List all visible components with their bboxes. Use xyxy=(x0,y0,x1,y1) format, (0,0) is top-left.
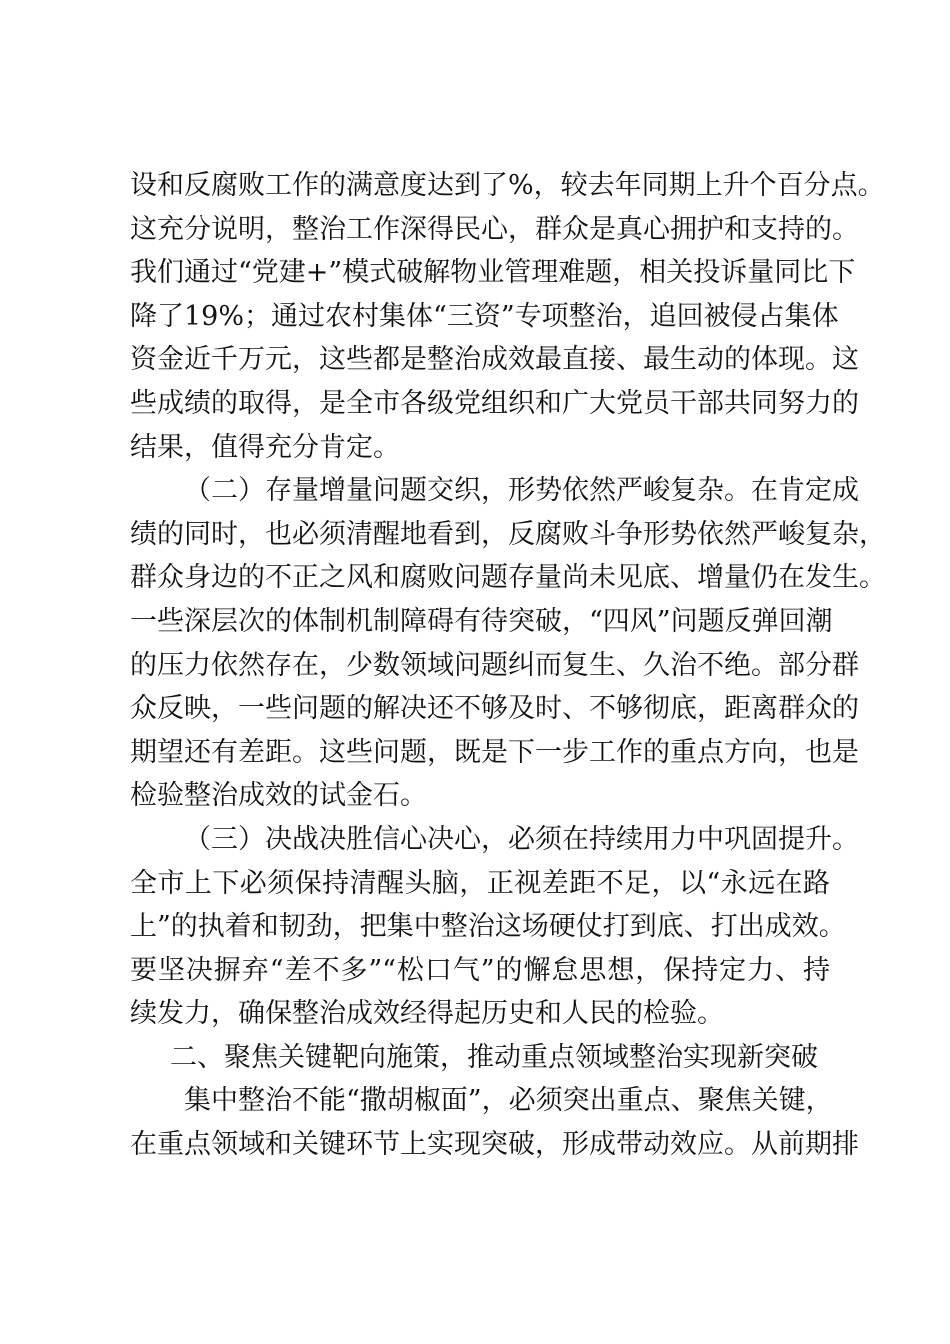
document-body xyxy=(130,164,886,1167)
text-line: 检验整治成效的试金石。 xyxy=(130,780,427,812)
text-line: 的压力依然存在，少数领域问题纠而复生、久治不绝。部分群 xyxy=(130,649,859,681)
section-heading-two xyxy=(130,1036,830,1080)
text-line: （三）决战决胜信心决心，必须在持续用力中巩固提升。 xyxy=(184,823,859,855)
text-line: 结果，值得充分肯定。 xyxy=(130,431,400,463)
paragraph-section-two xyxy=(130,469,886,818)
text-line: 这充分说明，整治工作深得民心，群众是真心拥护和支持的。 xyxy=(130,213,859,245)
text-line: 期望还有差距。这些问题，既是下一步工作的重点方向，也是 xyxy=(130,736,859,768)
text-line: 资金近千万元，这些都是整治成效最直接、最生动的体现。这 xyxy=(130,344,859,376)
text-line: 些成绩的取得，是全市各级党组织和广大党员干部共同努力的 xyxy=(130,387,859,419)
text-line: 集中整治不能“撒胡椒面”，必须突出重点、聚焦关键， xyxy=(184,1085,833,1117)
text-line: 全市上下必须保持清醒头脑，正视差距不足，以“永远在路 xyxy=(130,867,830,899)
text-line: 续发力，确保整治成效经得起历史和人民的检验。 xyxy=(130,998,724,1030)
paragraph-satisfaction-results xyxy=(130,164,885,469)
text-line: 降了19%；通过农村集体“三资”专项整治，追回被侵占集体 xyxy=(130,300,839,332)
text-line: （二）存量增量问题交织，形势依然严峻复杂。在肯定成 xyxy=(184,475,859,507)
paragraph-section-three xyxy=(130,818,859,1036)
section-heading: 二、聚焦关键靶向施策，推动重点领域整治实现新突破 xyxy=(170,1041,818,1073)
text-line: 要坚决摒弃“差不多”“松口气”的懈怠思想，保持定力、持 xyxy=(130,954,830,986)
paragraph-focus-key-areas xyxy=(130,1079,859,1166)
text-line: 在重点领域和关键环节上实现突破，形成带动效应。从前期排 xyxy=(130,1129,859,1161)
text-line: 我们通过“党建+”模式破解物业管理难题，相关投诉量同比下 xyxy=(130,257,856,289)
text-line: 绩的同时，也必须清醒地看到，反腐败斗争形势依然严峻复杂， xyxy=(130,518,886,550)
text-line: 众反映，一些问题的解决还不够及时、不够彻底，距离群众的 xyxy=(130,693,859,725)
text-line: 群众身边的不正之风和腐败问题存量尚未见底、增量仍在发生。 xyxy=(130,562,886,594)
text-line: 设和反腐败工作的满意度达到了%，较去年同期上升个百分点。 xyxy=(130,170,885,201)
text-line: 一些深层次的体制机制障碍有待突破，“四风”问题反弹回潮 xyxy=(130,605,833,637)
text-line: 上”的执着和韧劲，把集中整治这场硬仗打到底、打出成效。 xyxy=(130,911,846,943)
